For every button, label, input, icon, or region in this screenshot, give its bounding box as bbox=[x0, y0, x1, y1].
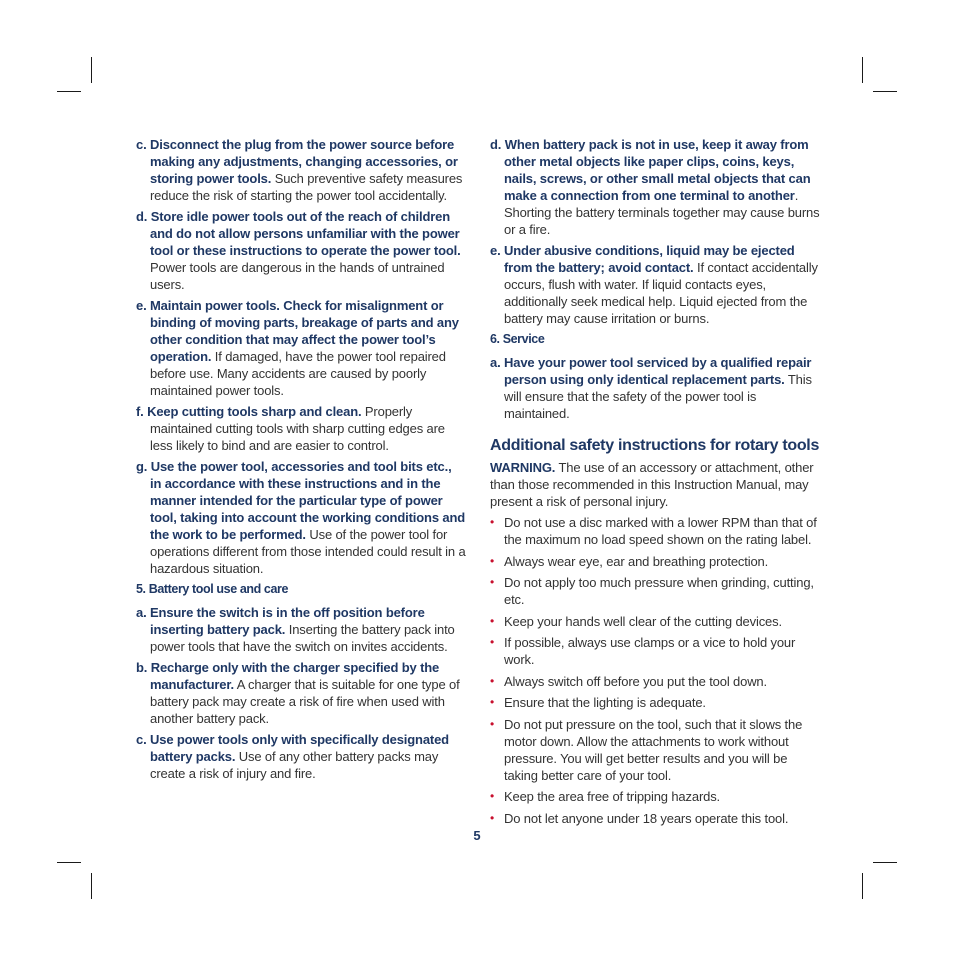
list-item: • Do not let anyone under 18 years operate this tool. bbox=[490, 810, 789, 826]
bullet-icon: • bbox=[490, 553, 495, 568]
bullet-icon: • bbox=[490, 635, 495, 649]
crop-mark bbox=[873, 91, 897, 92]
section-heading: 5. Battery tool use and care bbox=[136, 582, 289, 596]
list-item: • Do not use a disc marked with a lower RPM than that of the maximum no load speed shown on the rating label. bbox=[490, 515, 817, 547]
left-column bbox=[136, 136, 466, 786]
crop-mark bbox=[57, 91, 81, 92]
instruction-item: d. When battery pack is not in use, keep it away from other metal objects like paper clips, coins, keys, nails, screws, or other small metal objects that can make a connection from one terminal to another. Shorting the battery terminals together may cause burns or a fire. bbox=[490, 137, 820, 237]
instruction-list bbox=[136, 136, 466, 577]
list-item: • Always wear eye, ear and breathing protection. bbox=[490, 553, 769, 569]
bullet-icon: • bbox=[490, 716, 495, 731]
bullet-icon: • bbox=[490, 515, 495, 529]
instruction-item: a. Have your power tool serviced by a qualified repair person using only identical replacement parts. This will ensure that the safety of the power tool is maintained. bbox=[490, 355, 812, 421]
crop-mark bbox=[862, 57, 863, 83]
list-item: • Always switch off before you put the tool down. bbox=[490, 673, 767, 689]
bullet-icon: • bbox=[490, 695, 495, 709]
section-heading: 6. Service bbox=[490, 332, 545, 346]
bullet-icon: • bbox=[490, 789, 495, 803]
list-item: • Do not apply too much pressure when grinding, cutting, etc. bbox=[490, 575, 814, 607]
instruction-item: c. Disconnect the plug from the power source before making any adjustments, changing accessories, or storing power tools. Such preventive safety measures reduce the risk of starting the power tool accidentally. bbox=[136, 137, 463, 203]
instruction-item: f. Keep cutting tools sharp and clean. Properly maintained cutting tools with sharp cutting edges are less likely to bind and are easier to control. bbox=[136, 404, 445, 453]
instruction-list bbox=[136, 604, 466, 782]
crop-mark bbox=[57, 862, 81, 863]
bullet-icon: • bbox=[490, 810, 495, 825]
instruction-list bbox=[490, 136, 824, 327]
list-item: • Do not put pressure on the tool, such that it slows the motor down. Allow the attachments to work without pressure. You will get better results and you will be taking better care of your tool. bbox=[490, 716, 803, 783]
crop-mark bbox=[91, 57, 92, 83]
crop-mark bbox=[862, 873, 863, 899]
bullet-icon: • bbox=[490, 575, 495, 589]
list-item: • Keep your hands well clear of the cutting devices. bbox=[490, 613, 782, 629]
instruction-item: e. Maintain power tools. Check for misalignment or binding of moving parts, breakage of parts and any other condition that may affect the power tool’s operation. If damaged, have the power tool repaired before use. Many accidents are caused by poorly maintained power tools. bbox=[136, 298, 459, 398]
instruction-item: c. Use power tools only with specifically designated battery packs. Use of any other battery packs may create a risk of injury and fire. bbox=[136, 732, 449, 781]
instruction-item: d. Store idle power tools out of the reach of children and do not allow persons unfamiliar with the power tool or these instructions to operate the power tool. Power tools are dangerous in the hands of untrained users. bbox=[136, 209, 461, 292]
safety-bullet-list bbox=[490, 514, 824, 827]
instruction-item: e. Under abusive conditions, liquid may be ejected from the battery; avoid contact. If contact accidentally occurs, flush with water. If liquid contacts eyes, additionally seek medical help. Liquid ejected from the battery may cause irritation or burns. bbox=[490, 243, 818, 326]
list-item: • Ensure that the lighting is adequate. bbox=[490, 695, 706, 710]
right-column bbox=[490, 136, 824, 831]
list-item: • If possible, always use clamps or a vice to hold your work. bbox=[490, 635, 796, 667]
crop-mark bbox=[873, 862, 897, 863]
instruction-item: g. Use the power tool, accessories and tool bits etc., in accordance with these instructions and in the manner intended for the particular type of power tool, taking into account the working conditions and the work to be performed. Use of the power tool for operations different from those intended could result in a hazardous situation. bbox=[136, 459, 466, 576]
bullet-icon: • bbox=[490, 673, 495, 688]
instruction-list bbox=[490, 354, 824, 422]
list-item: • Keep the area free of tripping hazards. bbox=[490, 789, 721, 804]
page-number: 5 bbox=[473, 828, 481, 843]
crop-mark bbox=[91, 873, 92, 899]
instruction-item: a. Ensure the switch is in the off position before inserting battery pack. Inserting the battery pack into power tools that have the switch on invites accidents. bbox=[136, 605, 455, 654]
warning-paragraph: WARNING. The use of an accessory or attachment, other than those recommended in this Instruction Manual, may present a risk of personal injury. bbox=[490, 460, 814, 509]
rotary-tools-heading: Additional safety instructions for rotary tools bbox=[490, 437, 820, 454]
bullet-icon: • bbox=[490, 613, 495, 628]
instruction-item: b. Recharge only with the charger specified by the manufacturer. A charger that is suitable for one type of battery pack may create a risk of fire when used with another battery pack. bbox=[136, 660, 460, 726]
